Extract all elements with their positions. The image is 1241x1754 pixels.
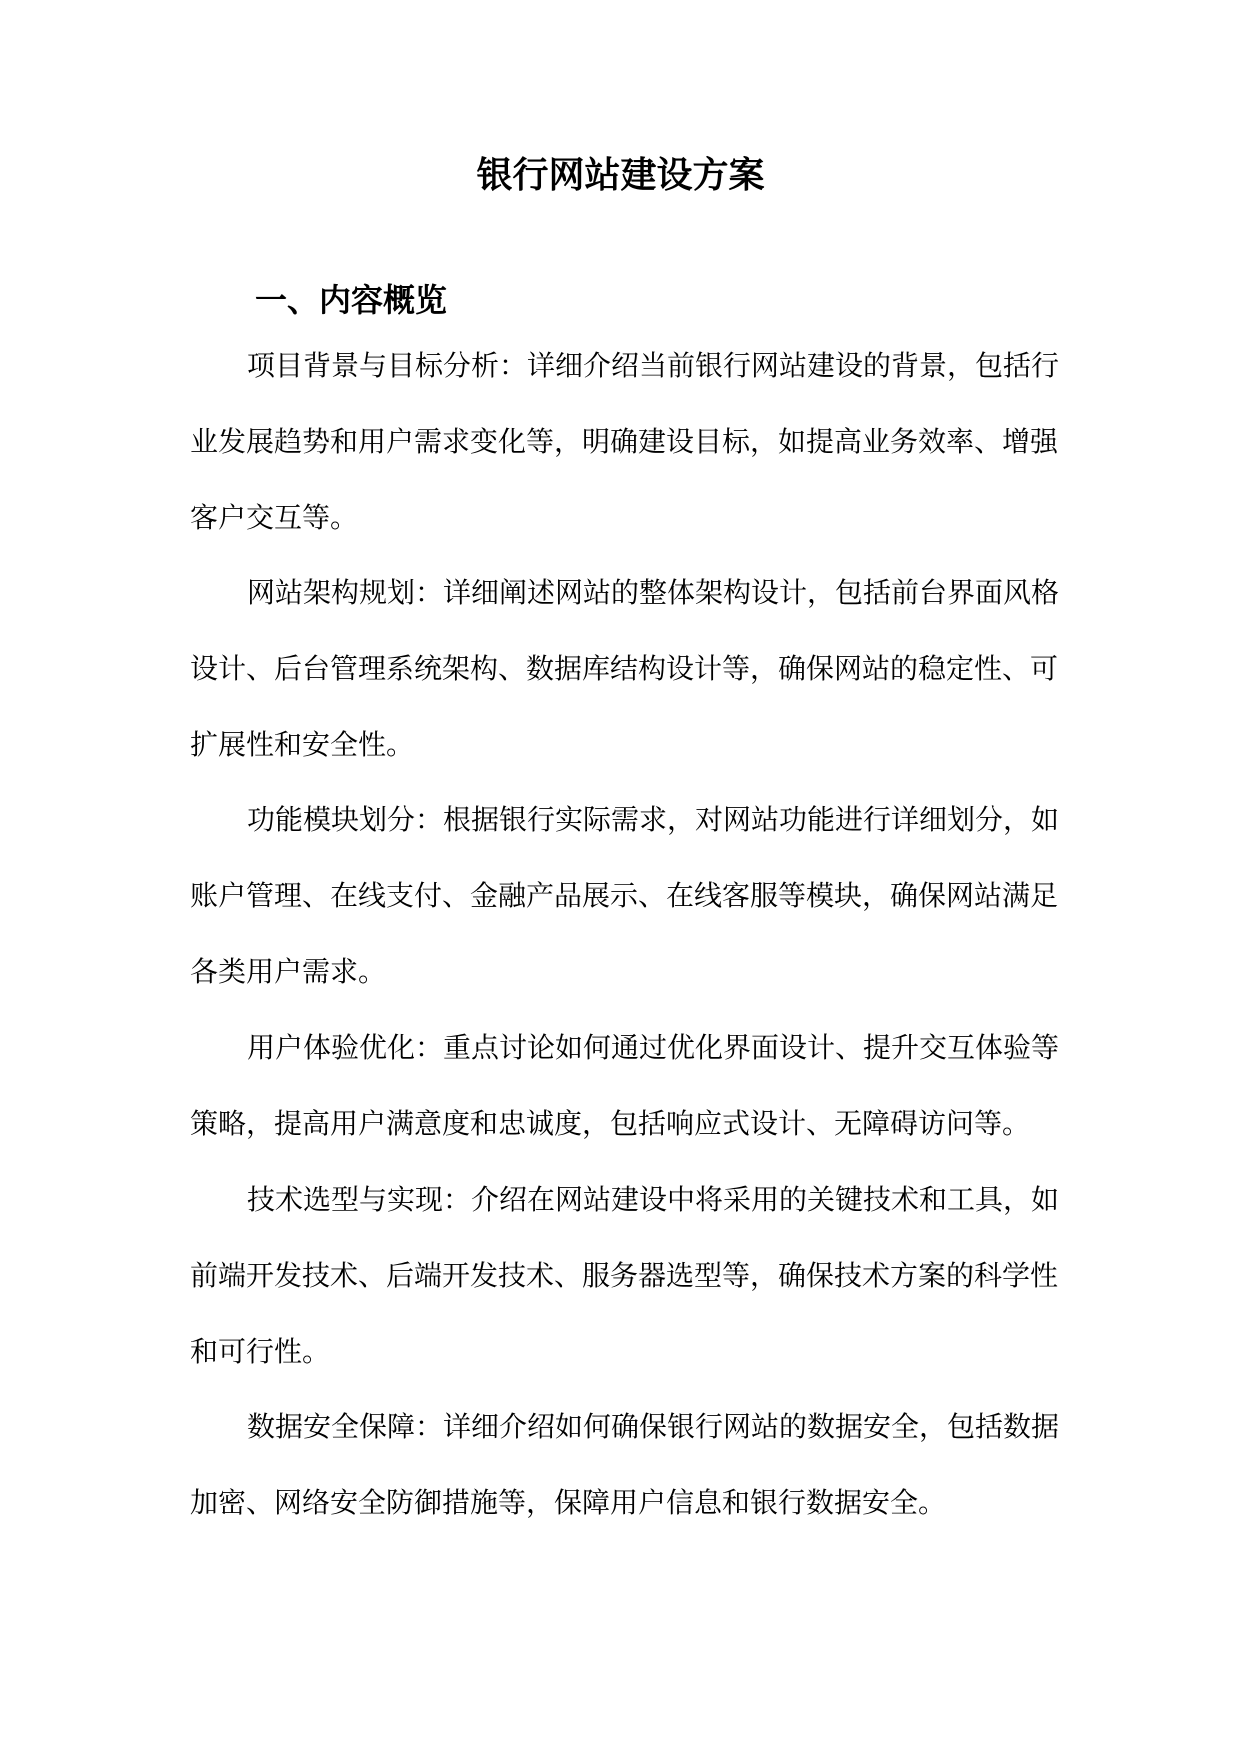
- paragraph-background-goals: 项目背景与目标分析：详细介绍当前银行网站建设的背景，包括行业发展趋势和用户需求变化等，明确建设目标，如提高业务效率、增强客户交互等。: [190, 349, 1060, 534]
- section-heading: 一、内容概览: [255, 281, 448, 319]
- paragraph-user-experience: 用户体验优化：重点讨论如何通过优化界面设计、提升交互体验等策略，提高用户满意度和忠诚度，包括响应式设计、无障碍访问等。: [190, 1031, 1060, 1140]
- paragraph-data-security: 数据安全保障：详细介绍如何确保银行网站的数据安全，包括数据加密、网络安全防御措施等，保障用户信息和银行数据安全。: [190, 1410, 1060, 1519]
- paragraph-technology: 技术选型与实现：介绍在网站建设中将采用的关键技术和工具，如前端开发技术、后端开发技术、服务器选型等，确保技术方案的科学性和可行性。: [190, 1183, 1060, 1368]
- paragraph-function-modules: 功能模块划分：根据银行实际需求，对网站功能进行详细划分，如账户管理、在线支付、金融产品展示、在线客服等模块，确保网站满足各类用户需求。: [190, 803, 1060, 988]
- document-title: 银行网站建设方案: [476, 154, 765, 196]
- paragraph-architecture: 网站架构规划：详细阐述网站的整体架构设计，包括前台界面风格设计、后台管理系统架构、数据库结构设计等，确保网站的稳定性、可扩展性和安全性。: [190, 576, 1060, 761]
